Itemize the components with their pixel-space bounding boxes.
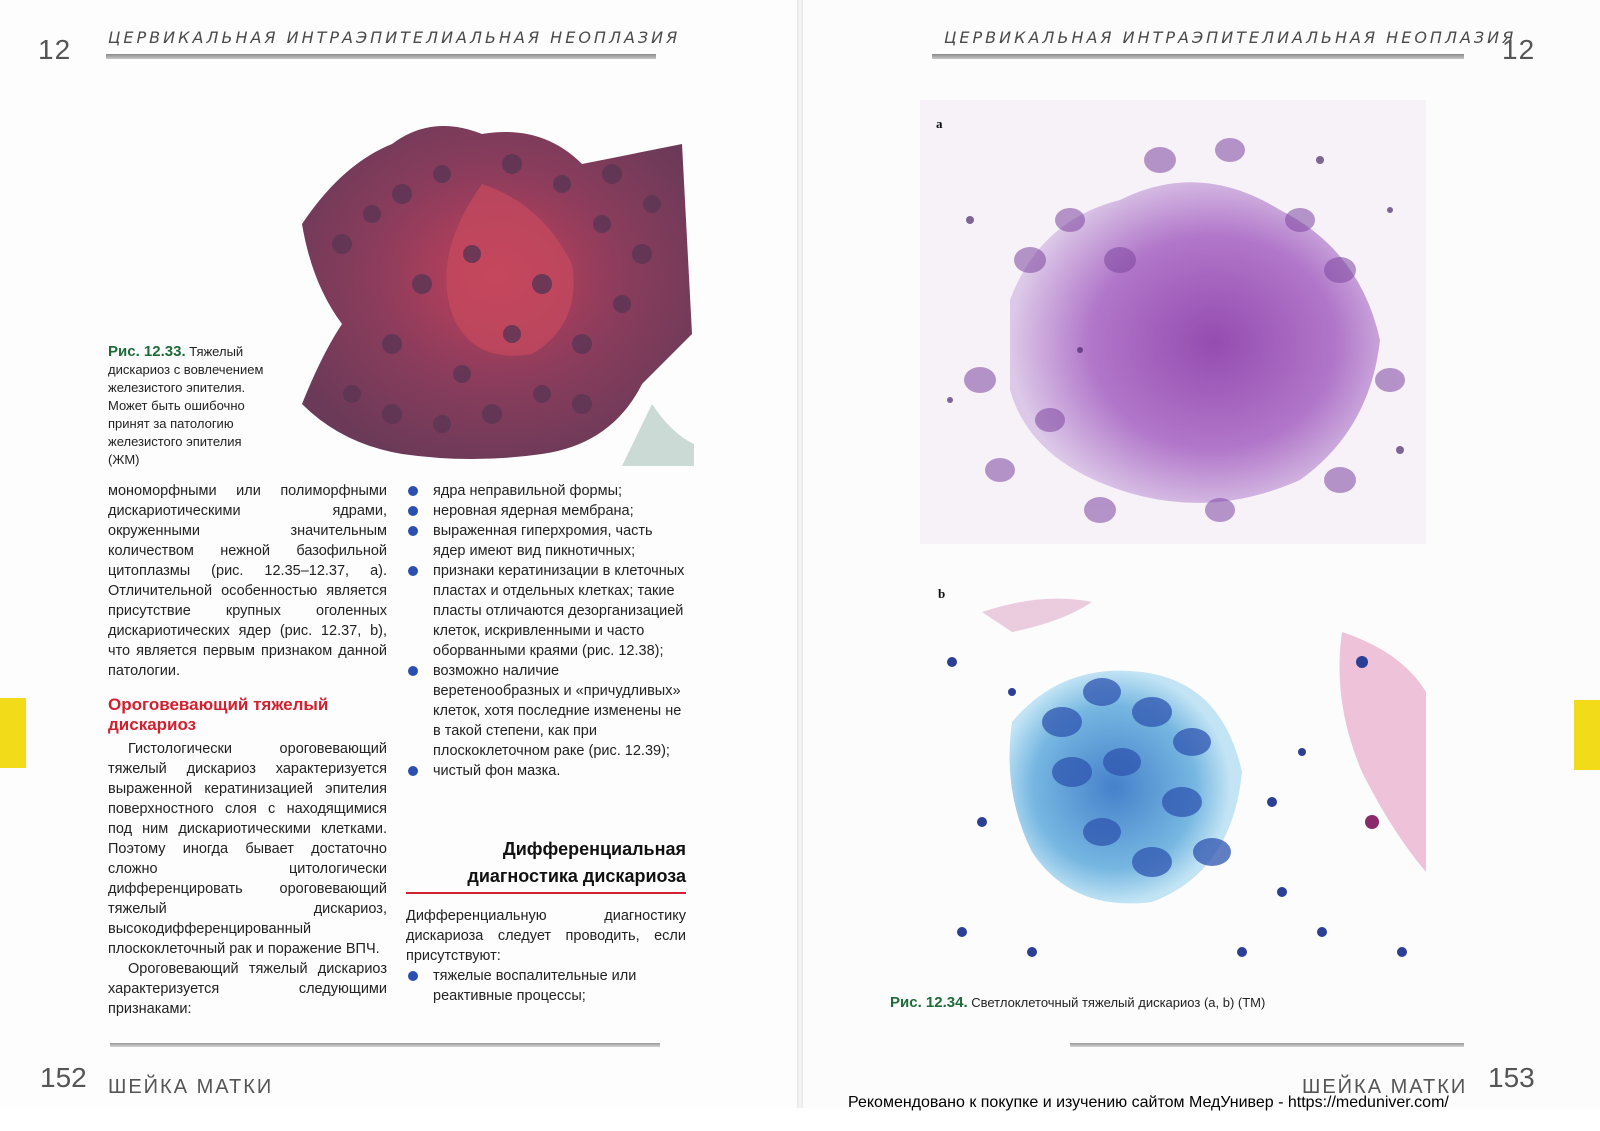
page-name-right: ШЕЙКА МАТКИ xyxy=(1302,1076,1468,1098)
left-column xyxy=(108,481,387,1019)
list-item: чистый фон мазка. xyxy=(406,761,686,781)
paragraph-2: Гистологически ороговевающий тяжелый дискариоз характеризуется выраженной кератинизацией эпителия поверхностного слоя с находящимися под ним дискариотическими клетками. Поэтому иногда бывает достаточно сложно цитологически дифференцировать ороговевающий тяжелый дискариоз, высокодифференцированный плоскоклеточный рак и поражение ВПЧ. xyxy=(108,741,387,957)
page-number-left: 152 xyxy=(40,1062,87,1093)
right-column-left-page xyxy=(406,481,686,781)
figure-12-34-caption xyxy=(890,994,1450,1012)
differential-list xyxy=(406,966,686,1006)
header-rule-left xyxy=(106,54,656,59)
features-list xyxy=(406,481,686,781)
section-heading-line-1: Дифференциальная xyxy=(502,839,686,859)
footer-rule-left xyxy=(110,1043,660,1047)
figure-12-33-text: Тяжелый дискариоз с вовлечением железистого эпителия. Может быть ошибочно принят за патологию железистого эпителия (ЖМ) xyxy=(108,344,264,467)
differential-text xyxy=(406,906,686,1006)
figure-12-33-caption xyxy=(108,343,268,469)
thumb-tab-left xyxy=(0,698,26,768)
paragraph-3: Ороговевающий тяжелый дискариоз характеризуется следующими признаками: xyxy=(108,961,387,1017)
figure-12-34a-image xyxy=(920,100,1426,544)
chapter-number-left: 12 xyxy=(38,34,72,65)
header-rule-right xyxy=(932,54,1464,59)
book-gutter xyxy=(797,0,803,1108)
list-item: выраженная гиперхромия, часть ядер имеют вид пикнотичных; xyxy=(406,521,686,561)
figure-12-34-text: Светлоклеточный тяжелый дискариоз (a, b) (ТМ) xyxy=(971,995,1266,1010)
page-number-right: 153 xyxy=(1488,1062,1535,1093)
section-heading-differential xyxy=(406,836,686,890)
figure-12-34-label: Рис. 12.34. xyxy=(890,994,968,1011)
footer-rule-right xyxy=(1070,1043,1464,1047)
section-heading-keratinizing: Ороговевающий тяжелый дискариоз xyxy=(108,695,329,734)
list-item: ядра неправильной формы; xyxy=(406,481,686,501)
list-item: тяжелые воспалительные или реактивные процессы; xyxy=(406,966,686,1006)
list-item: возможно наличие веретенообразных и «причудливых» клеток, хотя последние изменены не в такой степени, как при плоскоклеточном раке (рис. 12.39); xyxy=(406,661,686,761)
watermark-text: Рекомендовано к покупке и изучению сайтом МедУнивер - https://meduniver.com/ xyxy=(848,1094,1449,1111)
thumb-tab-right xyxy=(1574,700,1600,770)
figure-12-33-image xyxy=(282,104,694,466)
running-head-left: ЦЕРВИКАЛЬНАЯ ИНТРАЭПИТЕЛИАЛЬНАЯ НЕОПЛАЗИЯ xyxy=(108,28,681,47)
section-heading-rule xyxy=(406,892,686,894)
figure-12-33-label: Рис. 12.33. xyxy=(108,343,186,360)
paragraph-1: мономорфными или полиморфными дискариотическими ядрами, окруженными значительным количеством нежной базофильной цитоплазмы (рис. 12.35–12.37, а). Отличительной особенностью является присутствие крупных оголенных дискариотических ядер (рис. 12.37, b), что является первым признаком данной патологии. xyxy=(108,483,387,679)
differential-paragraph: Дифференциальную диагностику дискариоза следует проводить, если присутствуют: xyxy=(406,908,686,964)
list-item: признаки кератинизации в клеточных пластах и отдельных клетках; такие пласты отличаются дезорганизацией клеток, искривленными и часто оборванными краями (рис. 12.38); xyxy=(406,561,686,661)
running-head-right: ЦЕРВИКАЛЬНАЯ ИНТРАЭПИТЕЛИАЛЬНАЯ НЕОПЛАЗИЯ xyxy=(944,28,1517,47)
section-heading-line-2: диагностика дискариоза xyxy=(467,866,686,886)
figure-12-34b-image xyxy=(922,572,1426,982)
chapter-number-right: 12 xyxy=(1502,34,1536,65)
list-item: неровная ядерная мембрана; xyxy=(406,501,686,521)
page-name-left: ШЕЙКА МАТКИ xyxy=(108,1076,274,1098)
panel-a-label: a xyxy=(936,116,943,131)
panel-b-label: b xyxy=(938,586,946,601)
